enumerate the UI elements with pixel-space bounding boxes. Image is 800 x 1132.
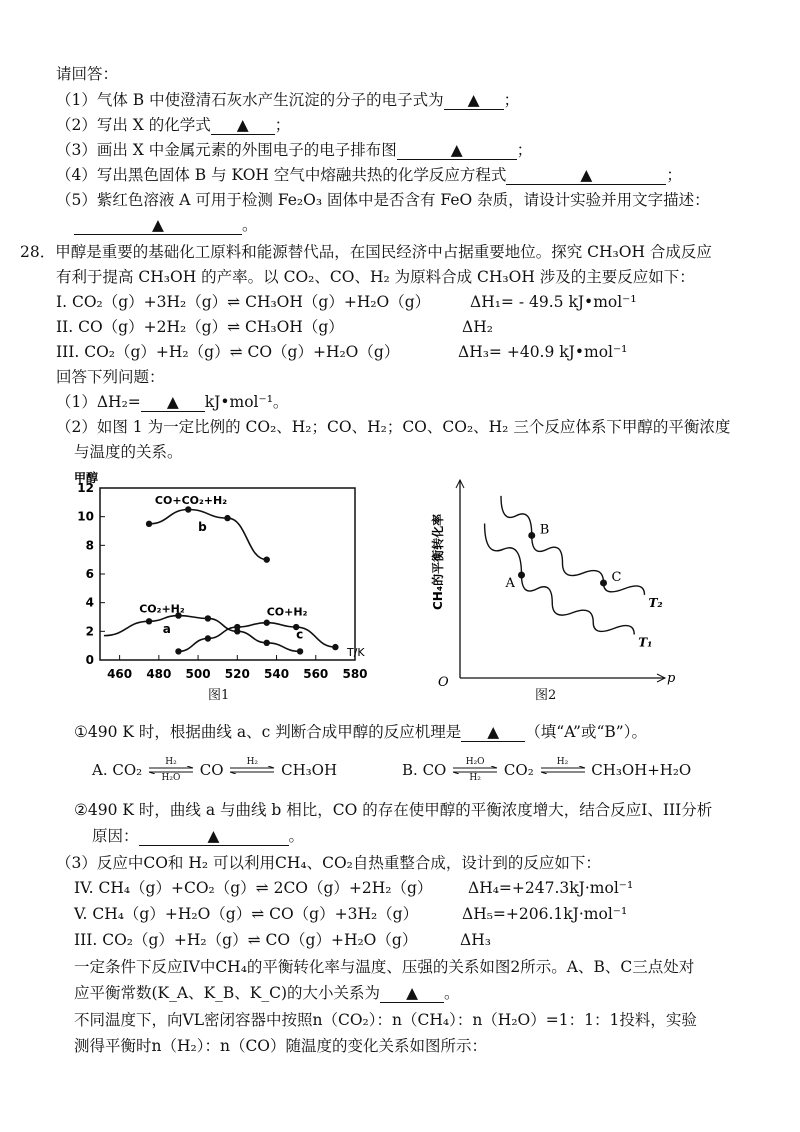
series-line-a	[104, 616, 300, 652]
y-tick-label: 0	[85, 653, 94, 667]
option-a[interactable]: A. CO₂ H₂ H₂O CO H₂ CH₃OH	[92, 757, 338, 783]
q27-item-3: （3）画出 X 中金属元素的外围电子的电子排布图 ▲ ；	[56, 141, 533, 159]
q28-part-3-line-4: 不同温度下，向VL密闭容器中按照n（CO₂）：n（CH₄）：n（H₂O）=1：1：1投料，实验	[74, 1011, 697, 1029]
q27-item-2: （2）写出 X 的化学式 ▲ ；	[56, 116, 291, 134]
q27-item-5-answer: ▲ 。	[74, 215, 258, 235]
data-point-a	[297, 648, 303, 654]
data-point-b	[224, 515, 230, 521]
reaction-1: I. CO₂（g）+3H₂（g）⇌ CH₃OH（g）+H₂O（g）	[56, 293, 431, 311]
answer-blank[interactable]: ▲	[444, 92, 504, 110]
data-point-c	[205, 635, 211, 641]
y-tick-label: 10	[77, 509, 94, 524]
answer-blank[interactable]: ▲	[139, 828, 289, 846]
y-tick-label: 2	[85, 624, 94, 639]
reaction-5: V. CH₄（g）+H₂O（g）⇌ CO（g）+3H₂（g）	[74, 905, 419, 923]
q28-part-3-line-5: 测得平衡时n（H₂）：n（CO）随温度的变化关系如图所示：	[74, 1037, 488, 1055]
figure-2-chart	[420, 468, 680, 688]
q28-part-2-line-2: 与温度的关系。	[74, 443, 183, 461]
intro-text: 请回答：	[56, 65, 119, 83]
data-point-c	[264, 620, 270, 626]
answer-blank[interactable]: ▲	[211, 117, 275, 135]
q28-part-3-line-1: （3）反应中CO和 H₂ 可以利用CH₄、CO₂自热重整合成，设计到的反应如下：	[56, 854, 601, 872]
y-axis-title: CH₄的平衡转化率	[431, 513, 445, 610]
reaction-3b-dh: ΔH₃	[460, 931, 491, 949]
series-name-c: c	[296, 627, 304, 642]
q27-item-1: （1）气体 B 中使澄清石灰水产生沉淀的分子的电子式为 ▲ ；	[56, 91, 520, 109]
point-label-B: B	[539, 522, 550, 538]
series-label-b: CO+CO₂+H₂	[154, 493, 228, 507]
data-point-b	[185, 506, 191, 512]
answer-blank[interactable]: ▲	[397, 142, 517, 160]
reaction-1-dh: ΔH₁= - 49.5 kJ•mol⁻¹	[470, 293, 637, 311]
reaction-4-dh: ΔH₄=+247.3kJ·mol⁻¹	[468, 879, 634, 897]
point-B	[528, 532, 535, 539]
q28-part-1: （1）ΔH₂= ▲ kJ•mol⁻¹。	[56, 393, 289, 411]
option-b[interactable]: B. CO H₂O H₂ CO₂ H₂ CH₃OH+H₂O	[402, 757, 692, 783]
series-line-c	[178, 623, 335, 652]
series-line-b	[149, 510, 267, 560]
data-point-a	[146, 618, 152, 624]
data-point-c	[332, 644, 338, 650]
answer-blank[interactable]: ▲	[506, 167, 666, 185]
data-point-a	[264, 640, 270, 646]
x-axis-title: T/K	[347, 646, 365, 659]
reaction-3: III. CO₂（g）+H₂（g）⇌ CO（g）+H₂O（g）	[56, 343, 400, 361]
reaction-5-dh: ΔH₅=+206.1kJ·mol⁻¹	[462, 905, 628, 923]
curve-T₂	[501, 496, 645, 595]
sub-question-2-line-2: 原因： ▲ 。	[92, 827, 305, 845]
y-tick-label: 8	[85, 538, 94, 553]
reaction-2: II. CO（g）+2H₂（g）⇌ CH₃OH（g）	[56, 318, 344, 336]
answer-blank[interactable]: ▲	[380, 985, 444, 1003]
answer-prompt: 回答下列问题：	[56, 368, 165, 386]
q28-part-2-line-1: （2）如图 1 为一定比例的 CO₂、H₂；CO、H₂；CO、CO₂、H₂ 三个反应体系下甲醇的平衡浓度	[56, 418, 731, 436]
reaction-4: IV. CH₄（g）+CO₂（g）⇌ 2CO（g）+2H₂（g）	[74, 879, 433, 897]
figure-1-chart	[70, 468, 380, 706]
y-tick-label: 6	[85, 567, 94, 581]
plot-frame	[100, 488, 355, 660]
data-point-a	[205, 615, 211, 621]
series-label-c: CO+H₂	[266, 605, 308, 619]
x-tick-label: 580	[342, 667, 368, 681]
x-tick-label: 480	[146, 667, 172, 681]
y-tick-label: 4	[85, 595, 94, 610]
q28-part-3-line-2: 一定条件下反应IV中CH₄的平衡转化率与温度、压强的关系如图2所示。A、B、C三点处对	[74, 958, 695, 976]
figure-1-caption: 图1	[208, 688, 230, 703]
x-tick-label: 560	[303, 667, 329, 681]
equilibrium-arrow-icon: H₂	[228, 760, 276, 782]
sub-question-1: ①490 K 时，根据曲线 a、c 判断合成甲醇的反应机理是 ▲ （填“A”或“B”）。	[74, 723, 647, 741]
x-tick-label: 520	[224, 667, 250, 681]
data-point-b	[264, 556, 270, 562]
y-axis-title: 甲醇	[74, 471, 99, 485]
y-tick-label: 12	[77, 481, 94, 495]
equilibrium-arrow-icon: H₂	[539, 760, 587, 782]
origin-label: O	[438, 675, 449, 688]
reaction-2-dh: ΔH₂	[462, 318, 493, 336]
q28-stem-1: 28．甲醇是重要的基础化工原料和能源替代品，在国民经济中占据重要地位。探究 CH₃OH 合成反应	[20, 243, 712, 261]
x-tick-label: 460	[107, 667, 133, 681]
x-tick-label: 540	[264, 667, 290, 681]
answer-blank[interactable]: ▲	[74, 217, 242, 235]
q27-item-4: （4）写出黑色固体 B 与 KOH 空气中熔融共热的化学反应方程式 ▲ ；	[56, 166, 682, 184]
x-tick-label: 500	[185, 667, 211, 681]
q27-item-5: （5）紫红色溶液 A 可用于检测 Fe₂O₃ 固体中是否含有 FeO 杂质，请设计实验并用文字描述：	[56, 191, 710, 209]
curve-label: T₂	[648, 595, 663, 610]
data-point-b	[146, 521, 152, 527]
series-name-b: b	[198, 520, 207, 534]
curve-label: T₁	[638, 635, 653, 650]
equilibrium-arrow-icon: H₂O H₂	[451, 760, 499, 782]
equilibrium-arrow-icon: H₂ H₂O	[147, 760, 195, 782]
answer-blank[interactable]: ▲	[141, 394, 205, 412]
reaction-3-dh: ΔH₃= +40.9 kJ•mol⁻¹	[458, 343, 628, 361]
series-name-a: a	[162, 621, 171, 636]
q28-part-3-line-3: 应平衡常数(K_A、K_B、K_C)的大小关系为 ▲ 。	[74, 984, 460, 1002]
data-point-c	[175, 648, 181, 654]
point-C	[600, 579, 607, 586]
figure-2-caption: 图2	[535, 688, 557, 703]
point-label-A: A	[505, 576, 515, 592]
data-point-c	[234, 624, 240, 630]
reaction-3b: III. CO₂（g）+H₂（g）⇌ CO（g）+H₂O（g）	[74, 931, 418, 949]
series-label-a: CO₂+H₂	[139, 602, 185, 616]
point-label-C: C	[611, 569, 622, 585]
point-A	[518, 572, 525, 579]
answer-blank[interactable]: ▲	[461, 724, 525, 742]
sub-question-2-line-1: ②490 K 时，曲线 a 与曲线 b 相比，CO 的存在使甲醇的平衡浓度增大，结合反应I、III分析	[74, 801, 713, 819]
x-axis-title: p	[667, 671, 676, 686]
q28-stem-2: 有利于提高 CH₃OH 的产率。以 CO₂、CO、H₂ 为原料合成 CH₃OH 涉及的主要反应如下：	[56, 268, 695, 286]
